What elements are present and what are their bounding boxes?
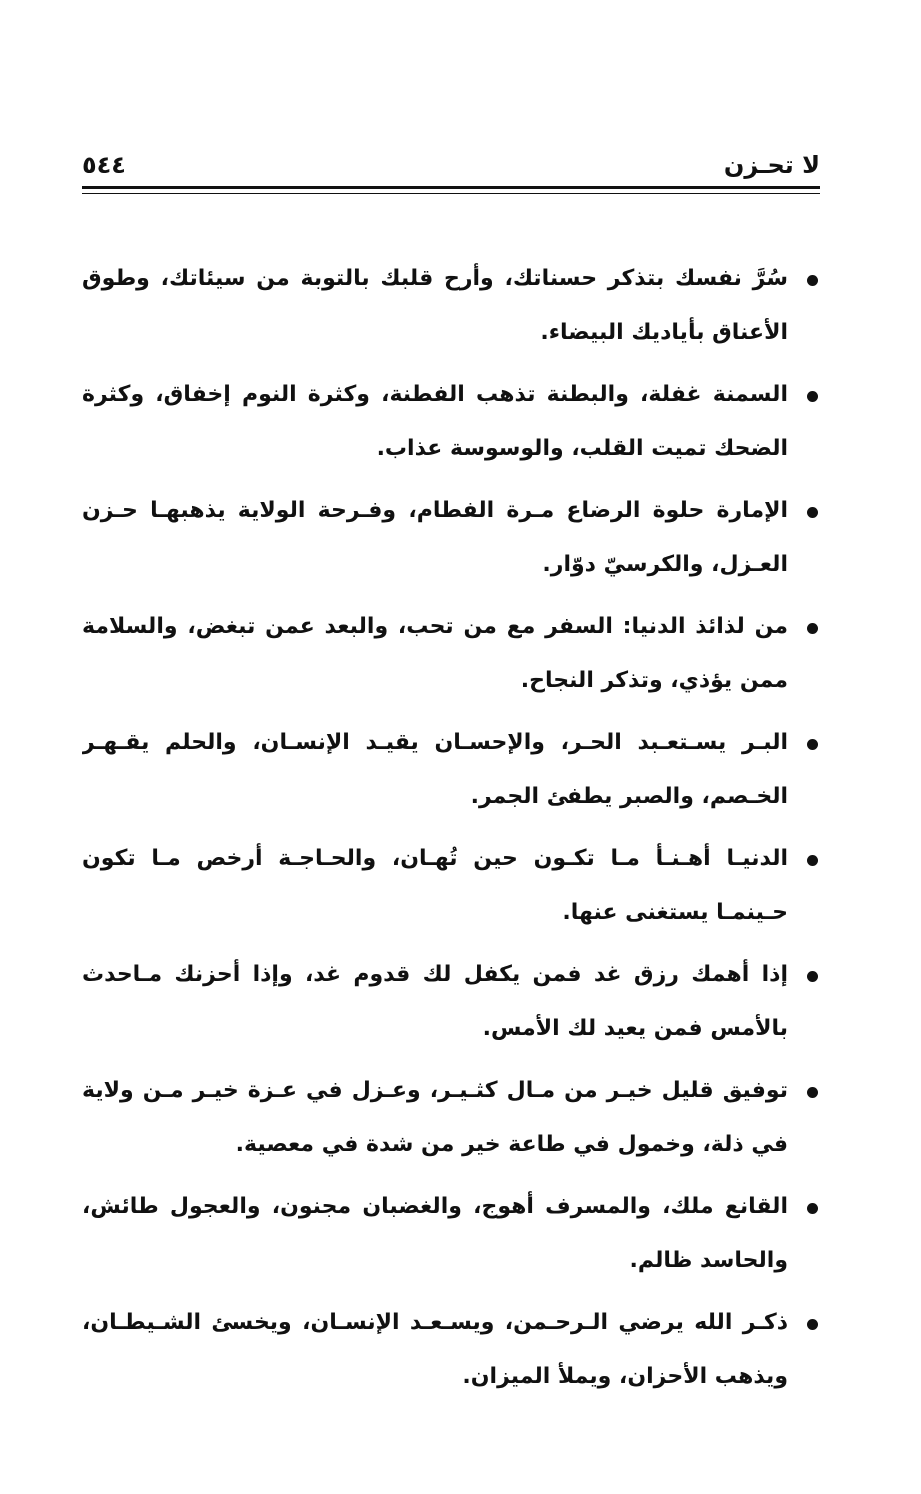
list-item	[82, 1296, 820, 1404]
bullet-icon	[807, 971, 818, 982]
book-title: لا تحـزن	[723, 151, 820, 179]
bullet-icon	[807, 855, 818, 866]
list-item-text: الإمارة حلوة الرضاع مـرة الفطام، وفـرحة الولاية يذهبهـا حـزن العـزل، والكرسيّ دوّار.	[82, 498, 788, 577]
page-number: ٥٤٤	[82, 151, 126, 179]
list-item	[82, 832, 820, 940]
bullet-icon	[807, 391, 818, 402]
list-item	[82, 252, 820, 360]
bullet-icon	[807, 623, 818, 634]
running-header	[82, 148, 820, 182]
list-item-text: من لذائذ الدنيا: السفر مع من تحب، والبعد عمن تبغض، والسلامة ممن يؤذي، وتذكر النجاح.	[82, 614, 788, 693]
list-item-text: سُرَّ نفسك بتذكر حسناتك، وأرح قلبك بالتوبة من سيئاتك، وطوق الأعناق بأياديك البيضاء.	[82, 266, 788, 345]
list-item-text: إذا أهمك رزق غد فمن يكفل لك قدوم غد، وإذا أحزنك مـاحدث بالأمس فمن يعيد لك الأمس.	[82, 962, 788, 1041]
bullet-icon	[807, 507, 818, 518]
list-item	[82, 600, 820, 708]
list-item-text: البـر يسـتعـبد الحـر، والإحسـان يقيـد الإنسـان، والحلم يقـهـر الخـصم، والصبر يطفئ الجمر.	[82, 730, 788, 809]
bullet-icon	[807, 1319, 818, 1330]
bullet-icon	[807, 1203, 818, 1214]
list-item	[82, 1064, 820, 1172]
list-item-text: القانع ملك، والمسرف أهوج، والغضبان مجنون، والعجول طائش، والحاسد ظالم.	[82, 1194, 788, 1273]
bullet-icon	[807, 739, 818, 750]
list-item-text: الدنيـا أهـنـأ مـا تكـون حين تُهـان، والحـاجـة أرخص مـا تكون حـينمـا يستغنى عنها.	[82, 846, 788, 925]
list-item	[82, 716, 820, 824]
bullet-icon	[807, 1087, 818, 1098]
list-item-text: توفيق قليل خيـر من مـال كثـيـر، وعـزل في عـزة خيـر مـن ولاية في ذلة، وخمول في طاعة خير من شدة في معصية.	[82, 1078, 788, 1157]
list-item	[82, 1180, 820, 1288]
header-rule-thin	[82, 193, 820, 194]
list-item-text: السمنة غفلة، والبطنة تذهب الفطنة، وكثرة النوم إخفاق، وكثرة الضحك تميت القلب، والوسوسة عذاب.	[82, 382, 788, 461]
list-item	[82, 948, 820, 1056]
list-item	[82, 368, 820, 476]
header-rule-thick	[82, 186, 820, 189]
list-item	[82, 484, 820, 592]
list-item-text: ذكـر الله يرضي الـرحـمن، ويسـعـد الإنسـان، ويخسئ الشـيطـان، ويذهب الأحزان، ويملأ الميزان.	[82, 1310, 788, 1389]
bullet-icon	[807, 275, 818, 286]
aphorism-list	[82, 252, 820, 1412]
